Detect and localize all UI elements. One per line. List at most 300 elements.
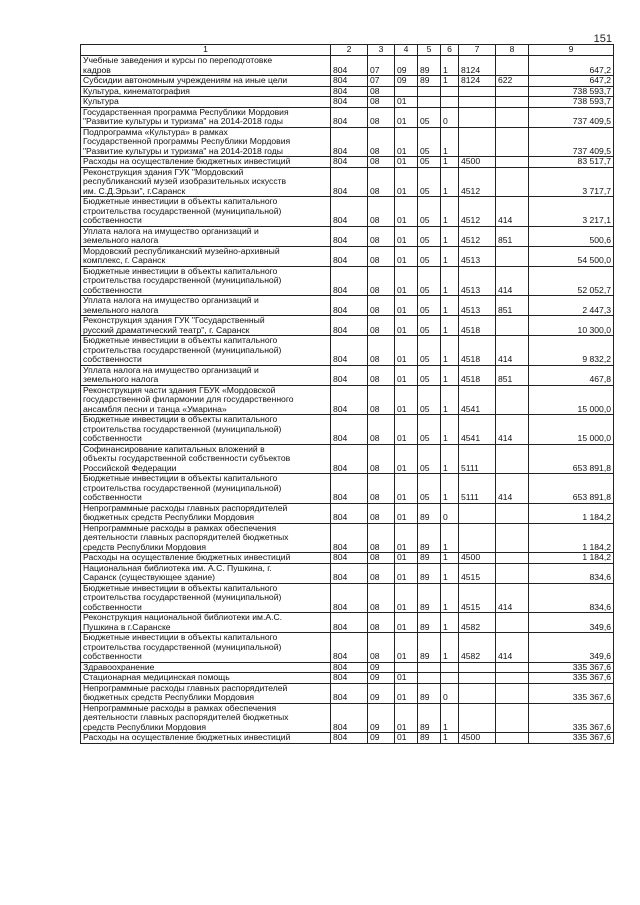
row-name: Расходы на осуществление бюджетных инвестиций (81, 157, 331, 168)
cell-ministry: 804 (331, 336, 368, 366)
cell-subprogram (441, 97, 459, 108)
cell-ministry: 804 (331, 97, 368, 108)
cell-subprogram: 1 (441, 633, 459, 663)
header-cell: 7 (459, 45, 496, 56)
row-name: Расходы на осуществление бюджетных инвестиций (81, 733, 331, 744)
row-name: Бюджетные инвестиции в объекты капитального строительства государственной (муниципальной) собственности (81, 633, 331, 663)
cell-expense-type: 414 (496, 336, 529, 366)
cell-expense-type (496, 613, 529, 633)
cell-subsection: 01 (395, 633, 418, 663)
cell-target: 4513 (459, 296, 496, 316)
cell-program: 89 (418, 503, 441, 523)
row-name: Непрограммные расходы главных распорядителей бюджетных средств Республики Мордовия (81, 683, 331, 703)
row-name: Бюджетные инвестиции в объекты капитального строительства государственной (муниципальной) собственности (81, 336, 331, 366)
cell-subprogram: 0 (441, 107, 459, 127)
table-row (81, 107, 614, 127)
cell-program: 89 (418, 563, 441, 583)
table-row (81, 336, 614, 366)
cell-expense-type (496, 683, 529, 703)
table-row (81, 266, 614, 296)
cell-program: 05 (418, 336, 441, 366)
cell-target (459, 97, 496, 108)
cell-subsection: 01 (395, 266, 418, 296)
row-name: Субсидии автономным учреждениям на иные цели (81, 76, 331, 87)
cell-target: 4500 (459, 157, 496, 168)
cell-subsection: 01 (395, 673, 418, 684)
cell-subsection: 01 (395, 316, 418, 336)
cell-program: 89 (418, 553, 441, 564)
cell-subprogram: 1 (441, 56, 459, 76)
cell-amount: 500,6 (529, 226, 614, 246)
cell-program: 05 (418, 474, 441, 504)
header-cell: 6 (441, 45, 459, 56)
cell-target: 4518 (459, 365, 496, 385)
row-name: Бюджетные инвестиции в объекты капитального строительства государственной (муниципальной) собственности (81, 415, 331, 445)
cell-expense-type (496, 503, 529, 523)
cell-amount: 1 184,2 (529, 553, 614, 564)
cell-subprogram: 1 (441, 167, 459, 197)
table-row (81, 683, 614, 703)
cell-subprogram: 1 (441, 553, 459, 564)
cell-expense-type (496, 444, 529, 474)
cell-section: 08 (368, 563, 395, 583)
cell-subprogram (441, 662, 459, 673)
cell-section: 09 (368, 662, 395, 673)
row-name: Бюджетные инвестиции в объекты капитального строительства государственной (муниципальной) собственности (81, 266, 331, 296)
cell-amount: 15 000,0 (529, 385, 614, 415)
cell-section: 08 (368, 633, 395, 663)
cell-expense-type: 414 (496, 633, 529, 663)
cell-subprogram: 1 (441, 733, 459, 744)
cell-program: 05 (418, 246, 441, 266)
cell-expense-type (496, 167, 529, 197)
row-name: Бюджетные инвестиции в объекты капитального строительства государственной (муниципальной) собственности (81, 583, 331, 613)
cell-subsection: 01 (395, 296, 418, 316)
row-name: Государственная программа Республики Мордовия "Развитие культуры и туризма" на 2014-2018 годы (81, 107, 331, 127)
cell-section: 08 (368, 296, 395, 316)
cell-amount: 335 367,6 (529, 703, 614, 733)
row-name: Уплата налога на имущество организаций и земельного налога (81, 296, 331, 316)
cell-expense-type (496, 733, 529, 744)
cell-ministry: 804 (331, 76, 368, 87)
cell-subprogram: 0 (441, 683, 459, 703)
cell-ministry: 804 (331, 266, 368, 296)
cell-subsection: 01 (395, 415, 418, 445)
cell-program: 05 (418, 415, 441, 445)
cell-subprogram: 1 (441, 385, 459, 415)
cell-amount: 52 052,7 (529, 266, 614, 296)
header-row (81, 45, 614, 56)
cell-expense-type (496, 86, 529, 97)
cell-expense-type (496, 56, 529, 76)
cell-program: 05 (418, 316, 441, 336)
cell-section: 08 (368, 385, 395, 415)
cell-subsection: 01 (395, 365, 418, 385)
cell-expense-type (496, 127, 529, 157)
cell-subprogram: 1 (441, 613, 459, 633)
cell-ministry: 804 (331, 127, 368, 157)
header-cell: 8 (496, 45, 529, 56)
table-row (81, 503, 614, 523)
cell-ministry: 804 (331, 316, 368, 336)
cell-amount: 647,2 (529, 56, 614, 76)
cell-subsection: 01 (395, 503, 418, 523)
table-row (81, 673, 614, 684)
cell-amount: 349,6 (529, 613, 614, 633)
cell-subprogram: 1 (441, 127, 459, 157)
table-row (81, 86, 614, 97)
cell-subprogram: 1 (441, 197, 459, 227)
table-row (81, 157, 614, 168)
table-row (81, 703, 614, 733)
cell-expense-type (496, 385, 529, 415)
cell-expense-type: 851 (496, 296, 529, 316)
budget-table (80, 44, 614, 744)
cell-program: 05 (418, 266, 441, 296)
cell-subsection: 01 (395, 523, 418, 553)
cell-ministry: 804 (331, 703, 368, 733)
row-name: Стационарная медицинская помощь (81, 673, 331, 684)
cell-subsection: 01 (395, 336, 418, 366)
cell-amount: 3 717,7 (529, 167, 614, 197)
row-name: Национальная библиотека им. А.С. Пушкина, г. Саранск (существующее здание) (81, 563, 331, 583)
cell-program: 89 (418, 523, 441, 553)
cell-expense-type (496, 246, 529, 266)
cell-target: 4518 (459, 336, 496, 366)
cell-amount: 834,6 (529, 583, 614, 613)
cell-section: 08 (368, 226, 395, 246)
table-row (81, 365, 614, 385)
cell-target: 4512 (459, 167, 496, 197)
row-name: Реконструкция национальной библиотеки им.А.С. Пушкина в г.Саранске (81, 613, 331, 633)
cell-section: 08 (368, 97, 395, 108)
header-cell: 9 (529, 45, 614, 56)
cell-ministry: 804 (331, 474, 368, 504)
cell-amount: 335 367,6 (529, 733, 614, 744)
cell-program: 05 (418, 157, 441, 168)
cell-section: 08 (368, 197, 395, 227)
row-name: Реконструкция части здания ГБУК «Мордовской государственной филармонии для государственного ансамбля песни и танца «Умарина» (81, 385, 331, 415)
cell-target (459, 673, 496, 684)
cell-ministry: 804 (331, 444, 368, 474)
row-name: Непрограммные расходы главных распорядителей бюджетных средств Республики Мордовия (81, 503, 331, 523)
cell-target: 8124 (459, 76, 496, 87)
cell-section: 08 (368, 157, 395, 168)
cell-program: 05 (418, 444, 441, 474)
table-row (81, 523, 614, 553)
cell-amount: 653 891,8 (529, 444, 614, 474)
cell-subprogram: 1 (441, 266, 459, 296)
cell-subsection: 01 (395, 107, 418, 127)
row-name: Софинансирование капитальных вложений в объекты государственной собственности субъектов Российской Федерации (81, 444, 331, 474)
row-name: Подпрограмма «Культура» в рамках Государственной программы Республики Мордовия "Развитие культуры и туризма" на 2014-2018 годы (81, 127, 331, 157)
cell-amount: 834,6 (529, 563, 614, 583)
cell-program (418, 662, 441, 673)
cell-program: 05 (418, 226, 441, 246)
cell-amount: 2 447,3 (529, 296, 614, 316)
header-cell: 3 (368, 45, 395, 56)
table-row (81, 583, 614, 613)
cell-expense-type (496, 673, 529, 684)
cell-expense-type: 851 (496, 226, 529, 246)
cell-target: 4515 (459, 563, 496, 583)
cell-program (418, 97, 441, 108)
cell-target (459, 662, 496, 673)
table-row (81, 76, 614, 87)
table-row (81, 97, 614, 108)
row-name: Реконструкция здания ГУК "Мордовский республиканский музей изобразительных искусств им. С.Д.Эрьзи", г.Саранск (81, 167, 331, 197)
cell-amount: 647,2 (529, 76, 614, 87)
cell-ministry: 804 (331, 523, 368, 553)
header-cell: 4 (395, 45, 418, 56)
cell-ministry: 804 (331, 583, 368, 613)
cell-section: 08 (368, 127, 395, 157)
cell-ministry: 804 (331, 226, 368, 246)
cell-ministry: 804 (331, 613, 368, 633)
cell-expense-type (496, 553, 529, 564)
cell-target: 4582 (459, 613, 496, 633)
cell-section: 09 (368, 733, 395, 744)
cell-subprogram: 1 (441, 296, 459, 316)
table-row (81, 316, 614, 336)
cell-expense-type (496, 157, 529, 168)
cell-target (459, 86, 496, 97)
table-row (81, 385, 614, 415)
table-row (81, 563, 614, 583)
page-number: 151 (593, 33, 612, 45)
cell-section: 08 (368, 86, 395, 97)
cell-subprogram (441, 673, 459, 684)
cell-ministry: 804 (331, 563, 368, 583)
table-row (81, 613, 614, 633)
cell-expense-type (496, 107, 529, 127)
table-row (81, 733, 614, 744)
cell-ministry: 804 (331, 662, 368, 673)
cell-target: 4541 (459, 385, 496, 415)
cell-ministry: 804 (331, 157, 368, 168)
cell-target: 4582 (459, 633, 496, 663)
cell-expense-type: 414 (496, 474, 529, 504)
cell-expense-type (496, 523, 529, 553)
cell-subprogram: 1 (441, 415, 459, 445)
cell-program: 05 (418, 296, 441, 316)
cell-subsection: 01 (395, 553, 418, 564)
cell-subprogram (441, 86, 459, 97)
cell-subsection: 01 (395, 127, 418, 157)
cell-amount: 349,6 (529, 633, 614, 663)
cell-subprogram: 1 (441, 226, 459, 246)
cell-amount: 738 593,7 (529, 97, 614, 108)
cell-target: 5111 (459, 474, 496, 504)
cell-subsection: 01 (395, 474, 418, 504)
cell-target: 4513 (459, 246, 496, 266)
cell-section: 08 (368, 336, 395, 366)
cell-expense-type: 414 (496, 415, 529, 445)
cell-subsection: 01 (395, 613, 418, 633)
cell-ministry: 804 (331, 197, 368, 227)
cell-amount: 335 367,6 (529, 662, 614, 673)
cell-section: 08 (368, 474, 395, 504)
cell-section: 07 (368, 76, 395, 87)
table-row (81, 296, 614, 316)
cell-ministry: 804 (331, 683, 368, 703)
cell-target: 4518 (459, 316, 496, 336)
row-name: Реконструкция здания ГУК "Государственный русский драматический театр", г. Саранск (81, 316, 331, 336)
cell-expense-type (496, 97, 529, 108)
cell-amount: 335 367,6 (529, 683, 614, 703)
cell-amount: 653 891,8 (529, 474, 614, 504)
cell-amount: 738 593,7 (529, 86, 614, 97)
cell-target: 4513 (459, 266, 496, 296)
cell-ministry: 804 (331, 365, 368, 385)
row-name: Уплата налога на имущество организаций и земельного налога (81, 365, 331, 385)
cell-amount: 1 184,2 (529, 523, 614, 553)
table-row (81, 197, 614, 227)
cell-program: 89 (418, 583, 441, 613)
cell-subsection: 01 (395, 97, 418, 108)
cell-target: 4515 (459, 583, 496, 613)
cell-target (459, 683, 496, 703)
cell-section: 08 (368, 167, 395, 197)
cell-section: 08 (368, 107, 395, 127)
cell-section: 08 (368, 523, 395, 553)
cell-amount: 3 217,1 (529, 197, 614, 227)
cell-section: 08 (368, 613, 395, 633)
cell-section: 08 (368, 553, 395, 564)
cell-target: 8124 (459, 56, 496, 76)
cell-section: 08 (368, 444, 395, 474)
table-row (81, 415, 614, 445)
table-row (81, 553, 614, 564)
cell-subsection: 01 (395, 683, 418, 703)
cell-subsection: 09 (395, 76, 418, 87)
cell-expense-type (496, 703, 529, 733)
cell-ministry: 804 (331, 296, 368, 316)
cell-subsection: 09 (395, 56, 418, 76)
cell-section: 07 (368, 56, 395, 76)
cell-subsection: 01 (395, 157, 418, 168)
cell-program: 05 (418, 167, 441, 197)
cell-subsection (395, 662, 418, 673)
cell-subsection (395, 86, 418, 97)
row-name: Бюджетные инвестиции в объекты капитального строительства государственной (муниципальной) собственности (81, 197, 331, 227)
cell-subsection: 01 (395, 385, 418, 415)
cell-expense-type (496, 563, 529, 583)
cell-subsection: 01 (395, 703, 418, 733)
row-name: Культура (81, 97, 331, 108)
cell-subprogram: 1 (441, 523, 459, 553)
cell-subsection: 01 (395, 246, 418, 266)
cell-target: 4500 (459, 733, 496, 744)
cell-amount: 737 409,5 (529, 127, 614, 157)
cell-expense-type (496, 316, 529, 336)
cell-amount: 737 409,5 (529, 107, 614, 127)
cell-target: 4512 (459, 226, 496, 246)
cell-subprogram: 1 (441, 444, 459, 474)
cell-subsection: 01 (395, 197, 418, 227)
cell-ministry: 804 (331, 385, 368, 415)
cell-amount: 83 517,7 (529, 157, 614, 168)
cell-section: 08 (368, 583, 395, 613)
cell-program: 89 (418, 76, 441, 87)
cell-section: 08 (368, 415, 395, 445)
cell-subsection: 01 (395, 563, 418, 583)
cell-ministry: 804 (331, 107, 368, 127)
row-name: Мордовский республиканский музейно-архивный комплекс, г. Саранск (81, 246, 331, 266)
cell-section: 09 (368, 703, 395, 733)
cell-subsection: 01 (395, 733, 418, 744)
cell-subprogram: 1 (441, 365, 459, 385)
row-name: Здравоохранение (81, 662, 331, 673)
cell-expense-type: 622 (496, 76, 529, 87)
cell-program: 05 (418, 385, 441, 415)
cell-section: 09 (368, 683, 395, 703)
table-row (81, 226, 614, 246)
cell-subprogram: 1 (441, 336, 459, 366)
cell-ministry: 804 (331, 246, 368, 266)
cell-ministry: 804 (331, 553, 368, 564)
row-name: Культура, кинематография (81, 86, 331, 97)
cell-amount: 15 000,0 (529, 415, 614, 445)
cell-expense-type (496, 662, 529, 673)
cell-subsection: 01 (395, 444, 418, 474)
row-name: Учебные заведения и курсы по переподготовке кадров (81, 56, 331, 76)
cell-section: 08 (368, 246, 395, 266)
cell-program (418, 86, 441, 97)
cell-amount: 1 184,2 (529, 503, 614, 523)
row-name: Непрограммные расходы в рамках обеспечения деятельности главных распорядителей бюджетных средств Республики Мордовия (81, 523, 331, 553)
cell-target (459, 107, 496, 127)
cell-subprogram: 1 (441, 563, 459, 583)
cell-program: 89 (418, 633, 441, 663)
table-row (81, 167, 614, 197)
cell-program: 89 (418, 733, 441, 744)
cell-ministry: 804 (331, 503, 368, 523)
table-row (81, 56, 614, 76)
cell-ministry: 804 (331, 673, 368, 684)
cell-section: 08 (368, 266, 395, 296)
table-row (81, 246, 614, 266)
cell-ministry: 804 (331, 86, 368, 97)
row-name: Непрограммные расходы в рамках обеспечения деятельности главных распорядителей бюджетных средств Республики Мордовия (81, 703, 331, 733)
cell-section: 09 (368, 673, 395, 684)
cell-expense-type: 414 (496, 197, 529, 227)
table-row (81, 444, 614, 474)
cell-expense-type: 851 (496, 365, 529, 385)
cell-ministry: 804 (331, 56, 368, 76)
table-row (81, 127, 614, 157)
cell-amount: 335 367,6 (529, 673, 614, 684)
table-body (81, 56, 614, 744)
cell-program: 89 (418, 56, 441, 76)
cell-target: 4512 (459, 197, 496, 227)
cell-subsection: 01 (395, 167, 418, 197)
cell-target: 4541 (459, 415, 496, 445)
cell-subsection: 01 (395, 226, 418, 246)
cell-subprogram: 1 (441, 474, 459, 504)
table-row (81, 474, 614, 504)
cell-amount: 54 500,0 (529, 246, 614, 266)
row-name: Уплата налога на имущество организаций и земельного налога (81, 226, 331, 246)
cell-program: 89 (418, 703, 441, 733)
header-cell: 2 (331, 45, 368, 56)
header-cell: 1 (81, 45, 331, 56)
cell-program (418, 673, 441, 684)
header-cell: 5 (418, 45, 441, 56)
cell-program: 89 (418, 683, 441, 703)
table-row (81, 662, 614, 673)
cell-ministry: 804 (331, 415, 368, 445)
